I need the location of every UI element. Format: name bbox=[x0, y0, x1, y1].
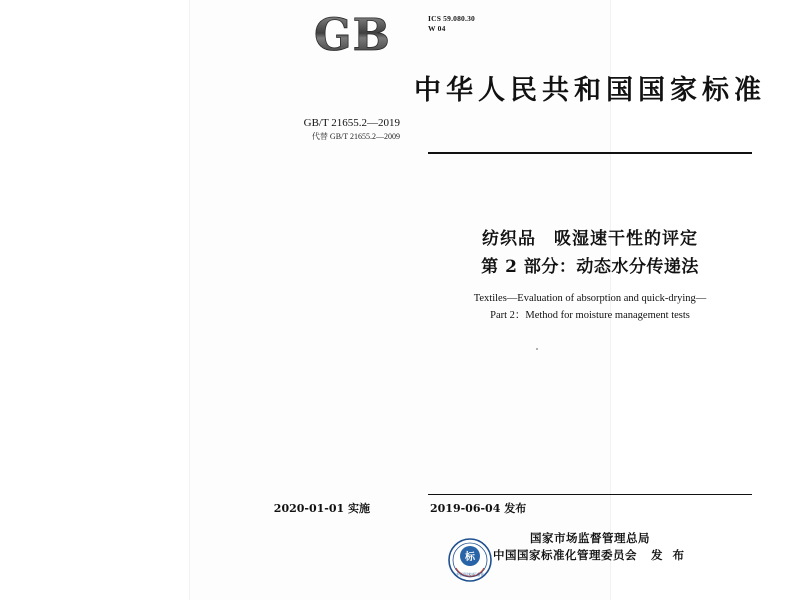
issuer-line-2: 中国国家标准化管理委员会 bbox=[492, 548, 637, 562]
document-title-en bbox=[380, 290, 800, 324]
page-mark-dot bbox=[536, 348, 538, 350]
cover-sheet bbox=[190, 0, 766, 600]
svg-text:标: 标 bbox=[465, 552, 475, 563]
divider-top bbox=[428, 152, 752, 154]
document-title-en-line-2: Part 2：Method for moisture management tests bbox=[490, 310, 690, 321]
svg-text:中国国家标准化: 中国国家标准化 bbox=[455, 572, 485, 577]
gb-logo-icon bbox=[312, 12, 400, 58]
replaces-note: 代替 GB/T 21655.2—2009 bbox=[311, 132, 400, 141]
document-title-en-line-1: Textiles—Evaluation of absorption and quick-drying— bbox=[473, 293, 707, 304]
document-title-cn-line-1: 纺织品 吸湿速干性的评定 bbox=[482, 229, 698, 249]
issuer-line-2-row bbox=[380, 547, 800, 564]
issue-date: 2019-06-04 发布 bbox=[430, 502, 527, 515]
ics-classification bbox=[428, 14, 475, 34]
page-title: 中华人民共和国国家标准 bbox=[414, 75, 766, 106]
svg-text:GB: GB bbox=[314, 12, 391, 58]
issuer-line-1: 国家市场监督管理总局 bbox=[530, 531, 650, 545]
document-title-cn-line-2: 第 2 部分：动态水分传递法 bbox=[481, 257, 699, 277]
standard-number: GB/T 21655.2—2019 bbox=[303, 117, 400, 129]
issuing-authority bbox=[380, 530, 800, 564]
ics-line-2: W 04 bbox=[428, 24, 446, 33]
divider-bottom bbox=[428, 494, 752, 495]
document-title-cn bbox=[380, 225, 800, 281]
ics-line-1: ICS 59.080.30 bbox=[428, 14, 475, 23]
publish-label: 发 布 bbox=[650, 548, 687, 562]
implementation-date: 2020-01-01 实施 bbox=[273, 502, 370, 515]
